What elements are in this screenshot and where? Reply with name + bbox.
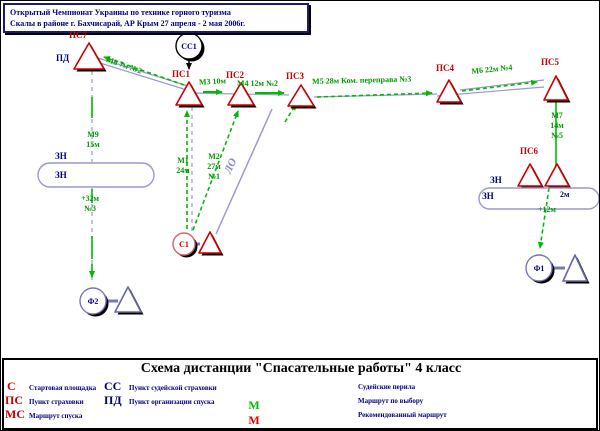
route-lines (92, 57, 556, 277)
ps5-triangle-icon (544, 76, 571, 103)
route-m1-label: М1 24м (176, 156, 190, 175)
legend-desc-ss: Пункт судейской страховки (129, 384, 217, 392)
f2-triangle-icon (115, 287, 144, 315)
ps5-label: ПС5 (541, 57, 559, 67)
ps2-label: ПС2 (226, 70, 244, 80)
route-m6-label: М6 22м №4 (471, 62, 513, 76)
legend-line-choice-label: Маршрут по выбору (358, 397, 424, 405)
ps6-label: ПС6 (520, 146, 538, 156)
zn-left-in-label: ЗН (55, 170, 67, 180)
route-m7-label: М7 14м №5 (550, 111, 564, 140)
ps4-label: ПС4 (436, 63, 454, 73)
event-title-line2: Скалы в районе г. Бахчисарай, АР Крым 27 апреля - 2 мая 2006г. (10, 19, 246, 28)
legend-desc-pd: Пункт организации спуска (129, 398, 215, 406)
legend-abbr-ss: СС (104, 379, 122, 393)
zn-right-in-label: ЗН (482, 191, 494, 201)
route-m5-label: М5 28м Ком. переправа №3 (312, 74, 412, 86)
ps1-label: ПС1 (172, 69, 190, 79)
f1-triangle-icon (563, 255, 590, 284)
ss1-label: СС1 (181, 42, 197, 51)
legend-desc-s: Стартовая площадка (29, 384, 97, 392)
legend-line-recommended-label: Рекомендованный маршрут (358, 411, 447, 419)
ps6-left-triangle-icon (518, 164, 545, 189)
route-plus12-line (540, 188, 549, 248)
zn-right-top-label: ЗН (490, 175, 502, 185)
legend-line-rails-label: Судейские перила (358, 383, 416, 391)
route-plus12-label: +12м (537, 205, 556, 214)
f1-label: Ф1 (533, 264, 545, 273)
legend-letter-choice: М (248, 398, 260, 412)
ps3-label: ПС3 (286, 71, 304, 81)
ps7-triangle-icon (74, 43, 107, 72)
observation-zones (38, 163, 599, 209)
ps3-triangle-icon (288, 85, 317, 109)
s1-label: С1 (179, 240, 189, 249)
judge-rails-lines (92, 58, 544, 283)
legend-abbr-ms: МС (5, 407, 25, 421)
zn-left-top-label: ЗН (55, 151, 67, 161)
ps4-triangle-icon (437, 80, 464, 105)
event-header (3, 3, 309, 33)
route-plus32-label: +32м №3 (80, 194, 99, 213)
legend-abbr-pd: ПД (104, 393, 122, 407)
ps7-label: ПС7 (69, 30, 87, 40)
legend-letter-recommended: М (248, 413, 260, 427)
zn-right-width-label: 2м (560, 190, 570, 199)
route-m4-label: М4 12м №2 (237, 79, 279, 88)
legend-abbr-ps: ПС (5, 393, 23, 407)
lo-rail-label: ЛО (222, 156, 240, 176)
route-m6-line (462, 82, 537, 91)
ps6-right-triangle-icon (545, 164, 572, 189)
legend-title: Схема дистанции "Спасательные работы" 4 класс (140, 361, 462, 376)
s1-triangle-icon (199, 232, 224, 256)
legend-desc-ps: Пункт страховки (29, 398, 84, 406)
event-title-line1: Открытый Чемпионат Украины по технике горного туризма (10, 8, 231, 17)
legend-abbr-s: С (7, 379, 16, 393)
route-m8-label: М8 7м №2 (105, 55, 144, 76)
f2-label: Ф2 (87, 297, 99, 306)
circle-triangle-connectors (105, 244, 565, 301)
route-m2-label: М2 27м №1 (207, 152, 221, 181)
legend-desc-ms: Маршрут спуска (29, 412, 83, 420)
route-m9-label: М9 15м (86, 130, 100, 149)
pd-label: ПД (56, 53, 70, 63)
route-m3-label: М3 10м (198, 76, 227, 87)
